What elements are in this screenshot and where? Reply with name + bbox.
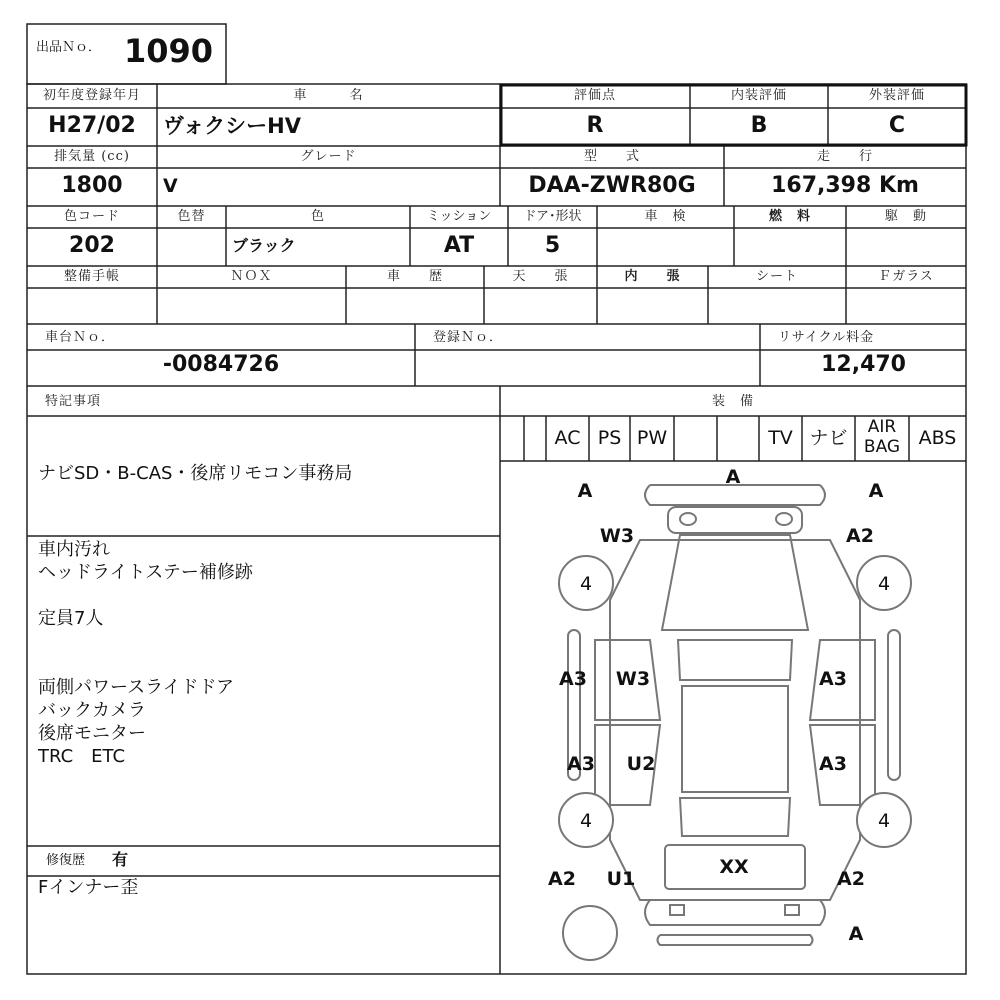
- roof-outline: [682, 686, 788, 792]
- damage-front-right-corner: A: [868, 480, 884, 502]
- color-value: ブラック: [232, 236, 296, 255]
- front-glass-label: Ｆガラス: [878, 269, 934, 284]
- mileage-label: 走 行: [816, 149, 873, 164]
- windshield-outline: [678, 640, 792, 680]
- score-label: 評価点: [573, 88, 616, 103]
- tire-rear-left-tread: 4: [579, 810, 593, 832]
- mileage-value: 167,398 Km: [771, 173, 919, 198]
- grille-outline: [668, 507, 802, 533]
- damage-left-rear-glass: U2: [626, 753, 656, 775]
- car-history-label: 車 歴: [386, 269, 443, 284]
- door-shape-value: 5: [544, 233, 561, 258]
- transmission-label: ミッション: [426, 209, 492, 224]
- damage-front-bumper: A: [725, 466, 741, 488]
- recycle-fee-label: リサイクル料金: [778, 330, 875, 345]
- damage-left-rear-door: A3: [567, 753, 595, 775]
- damage-left-front-door: A3: [559, 668, 587, 690]
- right-side-strip: [888, 630, 900, 780]
- damage-rear-bumper: A: [848, 923, 864, 945]
- chassis-number-label: 車台Ｎｏ．: [45, 330, 116, 345]
- car-name-value: ヴォクシーHV: [163, 114, 301, 138]
- car-damage-diagram: [500, 462, 966, 974]
- interior-grade-label: 内装評価: [730, 88, 787, 103]
- recycle-fee-value: 12,470: [821, 352, 906, 377]
- model-code-value: DAA-ZWR80G: [528, 173, 696, 198]
- model-code-label: 型 式: [583, 149, 640, 164]
- chassis-number-value: -0084726: [162, 352, 280, 377]
- displacement-value: 1800: [61, 173, 123, 198]
- emblem-left-outline: [680, 513, 696, 525]
- fuel-label: 燃 料: [768, 209, 811, 224]
- equipment-ps: PS: [597, 427, 622, 449]
- damage-rear-right-fender: A2: [837, 868, 865, 890]
- registration-number-label: 登録Ｎｏ．: [433, 330, 504, 345]
- grade-label: グレード: [300, 149, 357, 164]
- damage-rear-left-inner: U1: [606, 868, 636, 890]
- damage-windshield: W3: [599, 525, 635, 547]
- first-registration-label: 初年度登録年月: [42, 88, 141, 103]
- tire-front-left-tread: 4: [579, 573, 593, 595]
- damage-right-front-door: A3: [819, 668, 847, 690]
- emblem-right-outline: [776, 513, 792, 525]
- condition-notes-text: 車内汚れ ヘッドライトステー補修跡 定員7人 両側パワースライドドア バックカメラ 後席モニター TRC ETC: [38, 539, 253, 767]
- equipment-ac: AC: [554, 427, 581, 449]
- color-code-label: 色コード: [63, 209, 120, 224]
- color-label: 色: [310, 209, 325, 224]
- hood-outline: [662, 535, 808, 630]
- repair-history-value: 有: [112, 850, 129, 869]
- front-bumper-outline: [645, 485, 825, 505]
- special-notes-text: ナビSD・B-CAS・後席リモコン事務局: [38, 463, 353, 484]
- lot-number: 1090: [124, 32, 214, 70]
- equipment-airbag: AIR BAG: [863, 417, 901, 457]
- damage-rear-left-fender: A2: [548, 868, 576, 890]
- color-code-value: 202: [69, 233, 115, 258]
- door-shape-label: ドア･形状: [523, 209, 582, 224]
- damage-left-window: W3: [615, 668, 651, 690]
- special-notes-label: 特記事項: [45, 394, 102, 409]
- car-name-label: 車 名: [293, 88, 364, 103]
- equipment-navi: ナビ: [809, 427, 848, 449]
- headliner-label: 天 張: [512, 269, 569, 284]
- exterior-grade-value: C: [888, 113, 906, 138]
- score-value: R: [586, 113, 604, 138]
- equipment-abs: ABS: [918, 427, 957, 449]
- damage-right-rear-door: A3: [819, 753, 847, 775]
- lot-number-label: 出品Ｎｏ．: [36, 40, 102, 55]
- rear-lamp-left-outline: [670, 905, 684, 915]
- damage-front-left-fender: A2: [846, 525, 874, 547]
- tire-front-right-tread: 4: [877, 573, 891, 595]
- displacement-label: 排気量 (cc): [54, 149, 130, 164]
- interior-trim-label: 内 張: [624, 269, 681, 284]
- transmission-value: AT: [443, 233, 475, 258]
- rear-lamp-right-outline: [785, 905, 799, 915]
- drive-label: 駆 動: [884, 209, 927, 224]
- inspection-label: 車 検: [644, 209, 687, 224]
- color-change-label: 色替: [177, 209, 206, 224]
- rear-window-outline: [680, 798, 790, 836]
- maintenance-book-label: 整備手帳: [63, 269, 120, 284]
- equipment-label: 装 備: [711, 394, 754, 409]
- equipment-tv: TV: [768, 427, 793, 449]
- grade-value: V: [163, 175, 178, 197]
- nox-label: ＮＯＸ: [230, 269, 273, 284]
- rear-lip-outline: [658, 935, 813, 945]
- damage-front-left-corner: A: [577, 480, 593, 502]
- spare-tire-outline: [563, 906, 617, 960]
- exterior-grade-label: 外装評価: [868, 88, 925, 103]
- repair-details-text: Fインナー歪: [38, 877, 139, 898]
- equipment-pw: PW: [636, 427, 668, 449]
- first-registration-value: H27/02: [48, 113, 136, 138]
- seat-label: シート: [755, 269, 798, 284]
- damage-tailgate: XX: [719, 856, 749, 878]
- tire-rear-right-tread: 4: [877, 810, 891, 832]
- interior-grade-value: B: [750, 113, 768, 138]
- repair-history-label: 修復歴: [46, 853, 86, 868]
